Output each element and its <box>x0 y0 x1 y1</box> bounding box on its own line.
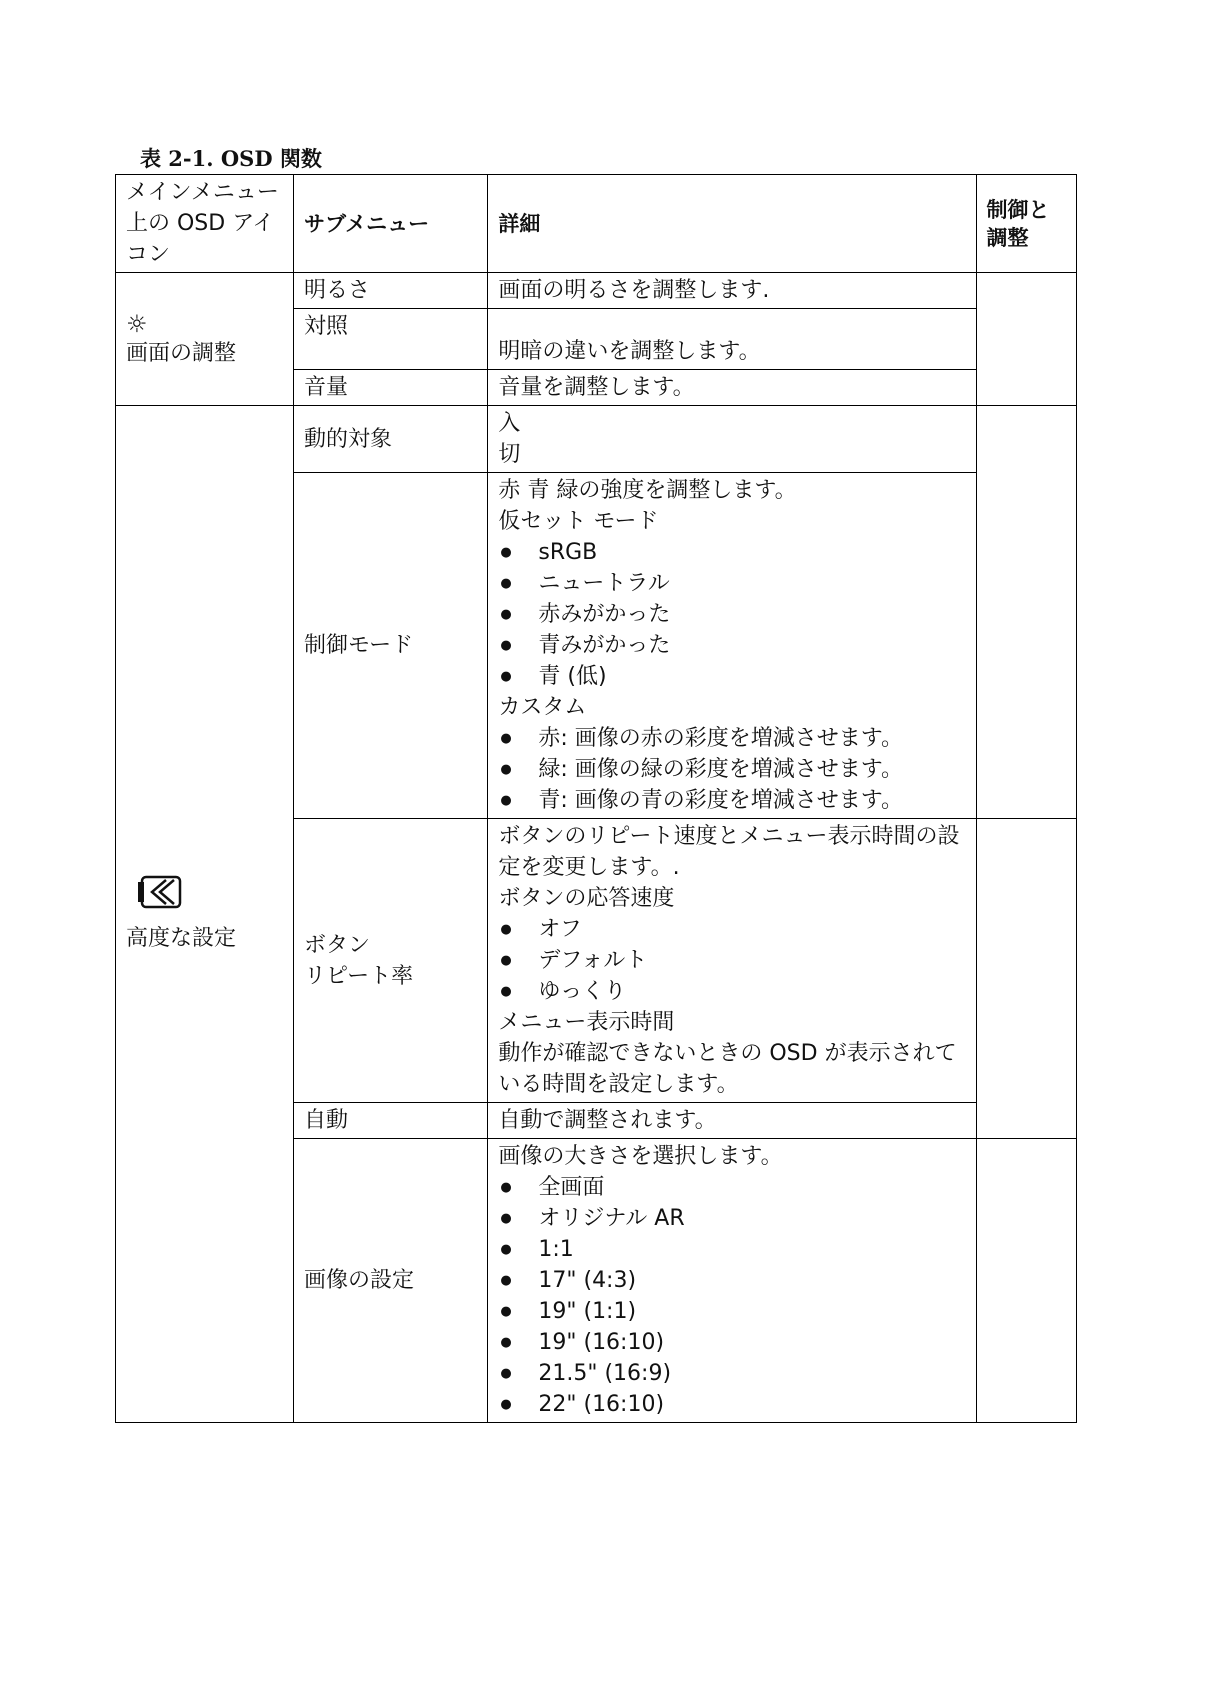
advanced-settings-icon <box>136 874 184 910</box>
sub-menu-line: ボタン <box>304 932 371 958</box>
detail-intro: ボタンのリピート速度とメニュー表示時間の設定を変更します。. <box>498 824 960 880</box>
option-on: 入 <box>498 411 521 436</box>
main-menu-label: 画面の調整 <box>126 340 237 366</box>
list-item: ● 赤みがかった <box>498 599 965 630</box>
control-cell <box>976 406 1076 819</box>
list-item: ● ゆっくり <box>498 976 965 1007</box>
sub-menu-cell: 動的対象 <box>294 406 488 473</box>
main-menu-screen <box>116 273 294 406</box>
header-detail: 詳細 <box>488 175 976 273</box>
header-sub-menu: サブメニュー <box>294 175 488 273</box>
list-item: ● オリジナル AR <box>498 1203 965 1234</box>
list-item: ● sRGB <box>498 537 965 568</box>
table-caption: 表 2-1. OSD 関数 <box>140 146 322 171</box>
detail-cell: 画面の明るさを調整します. <box>488 273 976 309</box>
detail-cell <box>488 819 976 1103</box>
sub-menu-cell: 制御モード <box>294 473 488 819</box>
list-item: ● ニュートラル <box>498 568 965 599</box>
speed-title: ボタンの応答速度 <box>498 886 675 911</box>
list-item: ● 赤: 画像の赤の彩度を増減させます。 <box>498 723 965 754</box>
header-row <box>116 175 1077 273</box>
option-off: 切 <box>498 442 521 467</box>
main-menu-label: 高度な設定 <box>126 926 237 951</box>
custom-title: カスタム <box>498 695 587 720</box>
menu-time-desc: 動作が確認できないときの OSD が表示されている時間を設定します。 <box>498 1041 957 1097</box>
detail-cell <box>488 406 976 473</box>
control-cell <box>976 819 1076 1139</box>
list-item: ● 青みがかった <box>498 630 965 661</box>
osd-function-table <box>115 174 1077 1423</box>
table-row <box>116 406 1077 473</box>
list-item: ● 19" (16:10) <box>498 1327 965 1358</box>
sub-menu-cell: 自動 <box>294 1103 488 1139</box>
menu-time-title: メニュー表示時間 <box>498 1010 675 1035</box>
list-item: ● 全画面 <box>498 1172 965 1203</box>
detail-intro: 赤 青 緑の強度を調整します。 <box>498 478 797 503</box>
detail-cell: 音量を調整します。 <box>488 370 976 406</box>
sub-menu-cell: 画像の設定 <box>294 1139 488 1423</box>
list-item: ● 21.5" (16:9) <box>498 1358 965 1389</box>
header-control: 制御と調整 <box>976 175 1076 273</box>
control-cell <box>976 1139 1076 1423</box>
detail-cell <box>488 1139 976 1423</box>
list-item: ● 青 (低) <box>498 661 965 692</box>
list-item: ● デフォルト <box>498 945 965 976</box>
header-main-menu: メインメニュー上の OSD アイコン <box>116 175 294 273</box>
list-item: ● 緑: 画像の緑の彩度を増減させます。 <box>498 754 965 785</box>
detail-cell <box>488 473 976 819</box>
list-item: ● 17" (4:3) <box>498 1265 965 1296</box>
detail-cell: 自動で調整されます。 <box>488 1103 976 1139</box>
control-cell <box>976 273 1076 406</box>
sub-menu-cell: 音量 <box>294 370 488 406</box>
detail-cell: 明暗の違いを調整します。 <box>488 309 976 370</box>
sub-menu-cell: 対照 <box>294 309 488 370</box>
sun-icon: ☼ <box>126 309 148 338</box>
sub-menu-cell: 明るさ <box>294 273 488 309</box>
list-item: ● 1:1 <box>498 1234 965 1265</box>
detail-intro: 画像の大きさを選択します。 <box>498 1144 783 1169</box>
list-item: ● 青: 画像の青の彩度を増減させます。 <box>498 785 965 816</box>
sub-menu-cell <box>294 819 488 1103</box>
preset-title: 仮セット モード <box>498 509 659 534</box>
main-menu-advanced <box>116 406 294 1423</box>
list-item: ● 22" (16:10) <box>498 1389 965 1420</box>
table-row <box>116 273 1077 309</box>
sub-menu-line: リピート率 <box>304 963 414 989</box>
list-item: ● オフ <box>498 914 965 945</box>
list-item: ● 19" (1:1) <box>498 1296 965 1327</box>
